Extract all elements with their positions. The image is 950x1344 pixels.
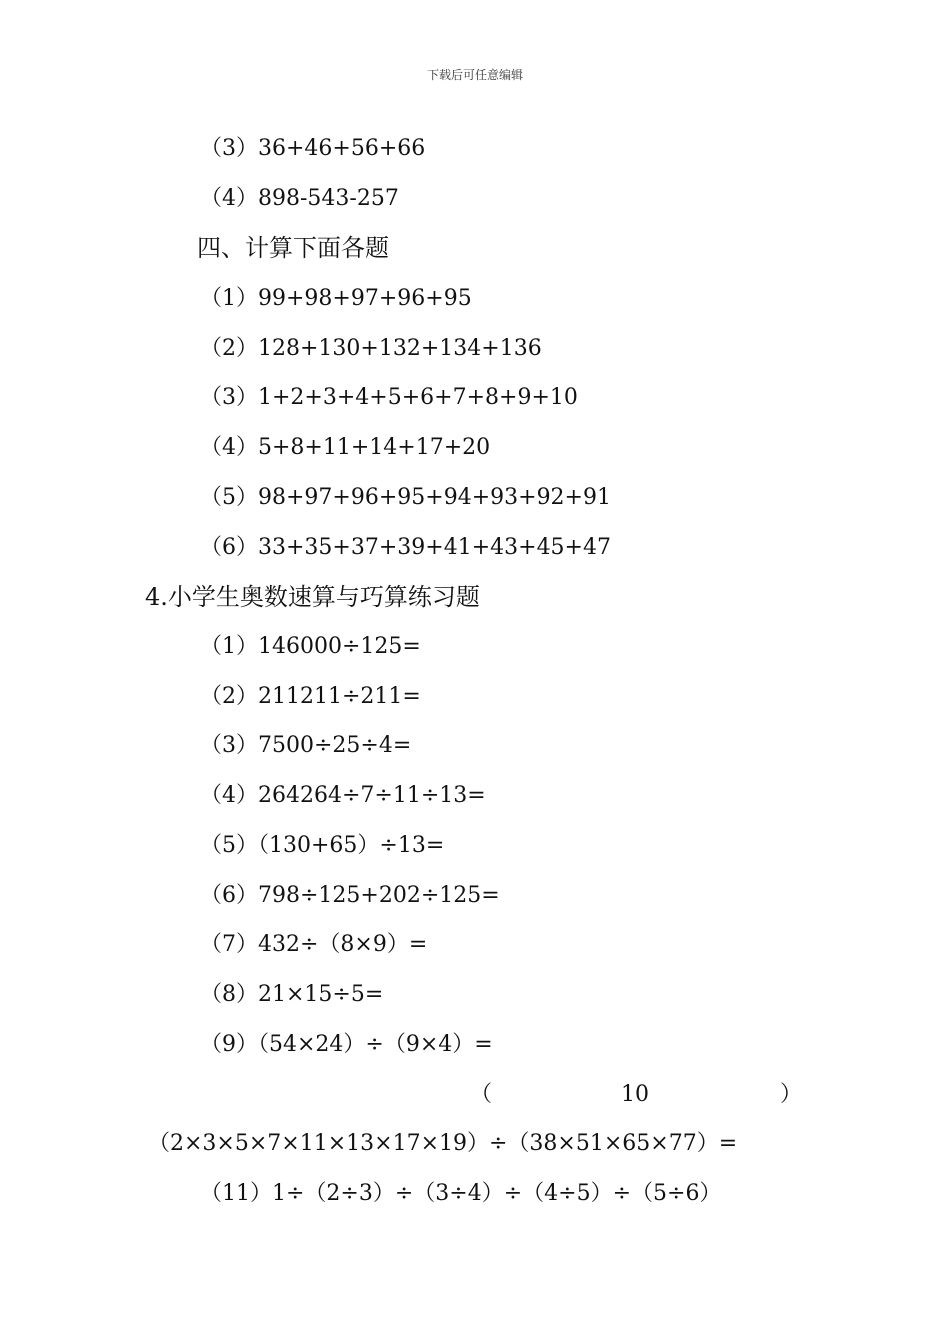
problem-line: （11）1÷（2÷3）÷（3÷4）÷（4÷5）÷（5÷6） <box>200 1181 722 1206</box>
problem-line: （9）（54×24）÷（9×4）= <box>200 1032 493 1057</box>
item10-close-paren: ） <box>780 1082 803 1107</box>
problem-line: （5）98+97+96+95+94+93+92+91 <box>200 485 611 510</box>
problem-line: （1）99+98+97+96+95 <box>200 286 472 311</box>
item10-expression: （2×3×5×7×11×13×17×19）÷（38×51×65×77）= <box>148 1131 738 1156</box>
problem-line: （4）898-543-257 <box>200 186 399 211</box>
problem-line: （6）798÷125+202÷125= <box>200 883 500 908</box>
problem-line: （3）7500÷25÷4= <box>200 733 412 758</box>
item10-number: 10 <box>621 1082 649 1107</box>
section-heading: 4.小学生奥数速算与巧算练习题 <box>145 583 480 611</box>
item10-open-paren: （ <box>470 1082 493 1107</box>
problem-line: （2）128+130+132+134+136 <box>200 336 542 361</box>
page-header: 下载后可任意编辑 <box>426 68 523 82</box>
problem-line: （4）264264÷7÷11÷13= <box>200 783 486 808</box>
problem-line: （4）5+8+11+14+17+20 <box>200 435 491 460</box>
problem-line: （8）21×15÷5= <box>200 982 384 1007</box>
problem-line: （2）211211÷211= <box>200 684 421 709</box>
problem-line: （3）36+46+56+66 <box>200 136 426 161</box>
problem-line: （6）33+35+37+39+41+43+45+47 <box>200 535 611 560</box>
problem-line: （3）1+2+3+4+5+6+7+8+9+10 <box>200 385 578 410</box>
problem-line: （1）146000÷125= <box>200 634 421 659</box>
problem-line: （7）432÷（8×9）= <box>200 932 428 957</box>
problem-line: （5）（130+65）÷13= <box>200 833 445 858</box>
section-heading: 四、计算下面各题 <box>197 234 389 262</box>
